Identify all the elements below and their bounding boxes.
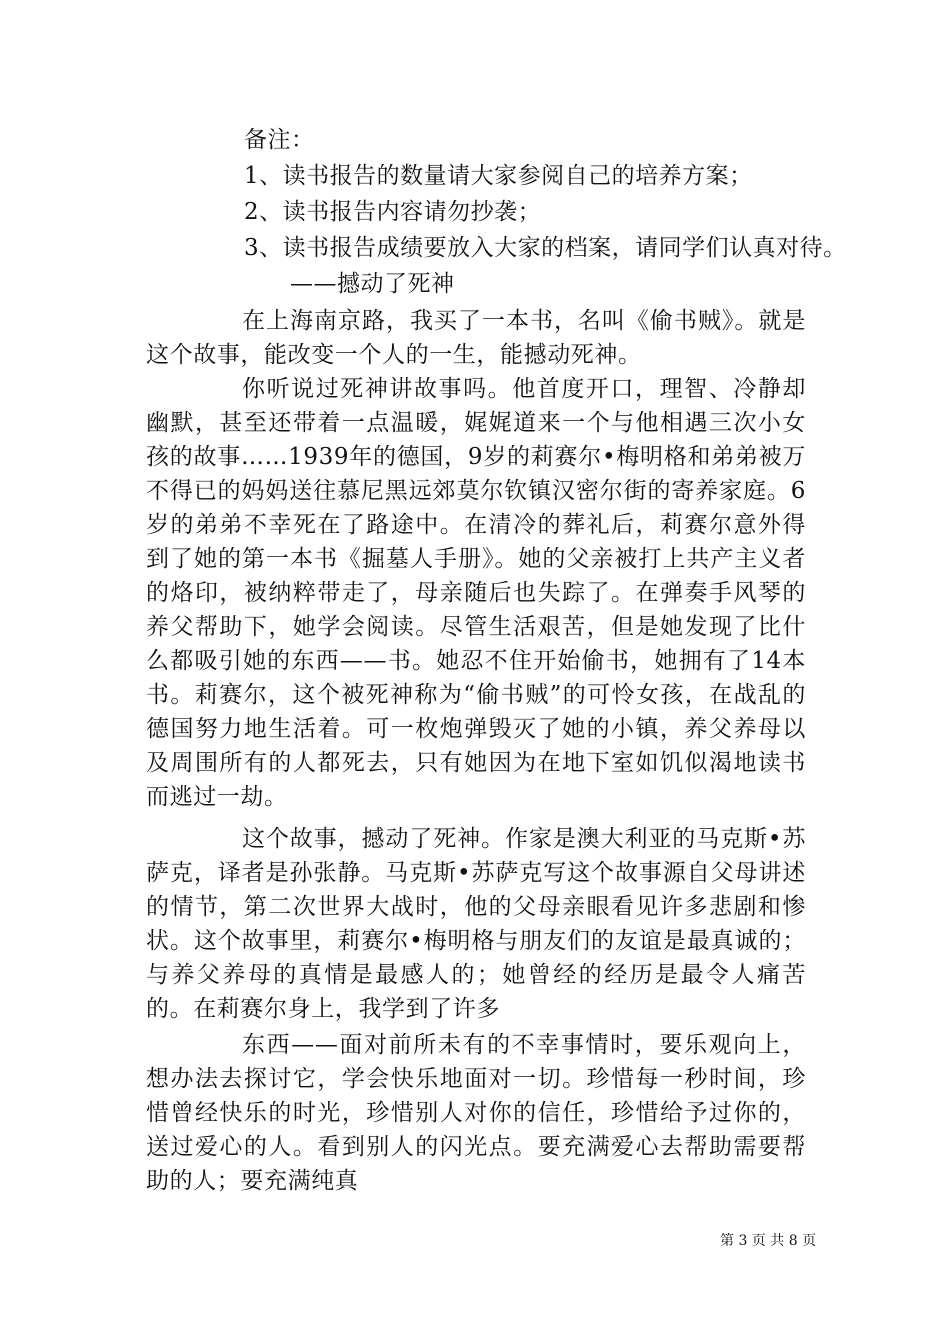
- paragraph-2: [146, 372, 806, 814]
- article-title: ——撼动了死神: [290, 271, 455, 297]
- page-number: 第 3 页 共 8 页: [720, 1233, 817, 1249]
- notes-item-1: 1、读书报告的数量请大家参阅自己的培养方案；: [244, 163, 753, 189]
- paragraph-1: [146, 304, 806, 372]
- notes-heading: 备注：: [244, 127, 315, 153]
- notes-item-3: 3、读书报告成绩要放入大家的档案，请同学们认真对待。: [244, 235, 847, 261]
- paragraph-2-text: 你听说过死神讲故事吗。他首度开口，理智、冷静却幽默，甚至还带着一点温暖，娓娓道来一个与他相遇三次小女孩的故事……1939年的德国，9岁的莉赛尔•梅明格和弟弟被万不得已的妈妈送往慕尼黑远郊莫尔钦镇汉密尔街的寄养家庭。6岁的弟弟不幸死在了路途中。在清冷的葬礼后，莉赛尔意外得到了她的第一本书《掘墓人手册》。她的父亲被打上共产主义者的烙印，被纳粹带走了，母亲随后也失踪了。在弹奏手风琴的养父帮助下，她学会阅读。尽管生活艰苦，但是她发现了比什么都吸引她的东西——书。她忍不住开始偷书，她拥有了14本书。莉赛尔，这个被死神称为“偷书贼”的可怜女孩，在战乱的德国努力地生活着。可一枚炮弹毁灭了她的小镇，养父养母以及周围所有的人都死去，只有她因为在地下室如饥似渴地读书而逃过一劫。: [146, 376, 806, 810]
- paragraph-1-text: 在上海南京路，我买了一本书，名叫《偷书贼》。就是这个故事，能改变一个人的一生，能撼动死神。: [146, 308, 806, 368]
- paragraph-3-text: 这个故事，撼动了死神。作家是澳大利亚的马克斯•苏萨克，译者是孙张静。马克斯•苏萨克写这个故事源自父母讲述的情节，第二次世界大战时，他的父母亲眼看见许多悲剧和惨状。这个故事里，莉赛尔•梅明格与朋友们的友谊是最真诚的；与养父养母的真情是最感人的；她曾经的经历是最令人痛苦的。在莉赛尔身上，我学到了许多: [146, 826, 806, 1022]
- paragraph-4: [146, 1028, 806, 1198]
- notes-item-2: 2、读书报告内容请勿抄袭；: [244, 199, 542, 225]
- paragraph-4-text: 东西——面对前所未有的不幸事情时，要乐观向上，想办法去探讨它，学会快乐地面对一切。珍惜每一秒时间，珍惜曾经快乐的时光，珍惜别人对你的信任，珍惜给予过你的，送过爱心的人。看到别人的闪光点。要充满爱心去帮助需要帮助的人；要充满纯真: [146, 1032, 806, 1194]
- paragraph-3: [146, 822, 806, 1026]
